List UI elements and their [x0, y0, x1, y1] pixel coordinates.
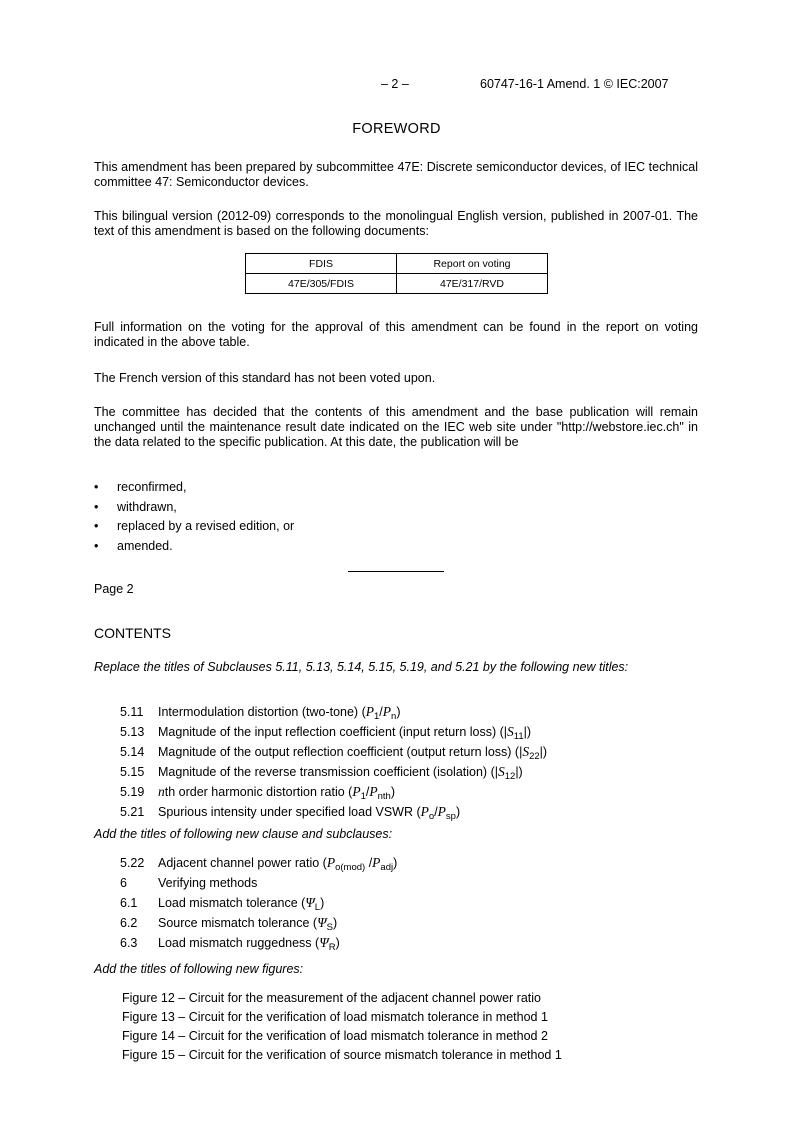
table-row [246, 274, 548, 294]
table-cell: 47E/305/FDIS [246, 274, 397, 294]
foreword-paragraph-5: The committee has decided that the contents of this amendment and the base publication will remain unchanged until the maintenance result date indicated on the IEC web site under "http://webstore.iec.ch" in the data related to the specific publication. At this date, the publication will be [94, 405, 698, 449]
list-item: 5.22 Adjacent channel power ratio ($P_{o(mod)}$ $/P_{adj}$) [120, 855, 398, 873]
list-item: 5.21 Spurious intensity under specified load VSWR $(P_o/P_{sp})$ [120, 804, 461, 822]
contents-heading: CONTENTS [94, 625, 171, 641]
list-item: Figure 13 – Circuit for the verification of load mismatch tolerance in method 1 [122, 1010, 548, 1024]
list-item: 6 Verifying methods [120, 876, 258, 890]
bullet-icon: • [94, 499, 99, 514]
foreword-paragraph-1: This amendment has been prepared by subcommittee 47E: Discrete semiconductor devices, of IEC technical committee 47: Semiconductor devices. [94, 160, 698, 189]
foreword-paragraph-4: The French version of this standard has not been voted upon. [94, 371, 436, 385]
page-number: – 2 – [381, 77, 409, 91]
instruction-replace: Replace the titles of Subclauses 5.11, 5.13, 5.14, 5.15, 5.19, and 5.21 by the following new titles: [94, 660, 629, 674]
list-item: 6.1 Load mismatch tolerance $(\Psi_L)$ [120, 895, 325, 913]
voting-documents-table [245, 253, 548, 294]
bullet-icon: • [94, 538, 99, 553]
list-item: Figure 12 – Circuit for the measurement of the adjacent channel power ratio [122, 991, 541, 1005]
document-reference: 60747-16-1 Amend. 1 © IEC:2007 [480, 77, 669, 91]
list-item: 5.13 Magnitude of the input reflection coefficient (input return loss) $(|S_{11}|)$ [120, 724, 532, 742]
list-item: • withdrawn, [94, 499, 177, 514]
figures-list [122, 991, 562, 1067]
instruction-add-figures: Add the titles of following new figures: [94, 962, 304, 976]
foreword-title: FOREWORD [352, 121, 441, 137]
table-cell: 47E/317/RVD [397, 274, 548, 294]
list-item: • replaced by a revised edition, or [94, 519, 295, 533]
table-header-row [246, 254, 548, 274]
section-divider [348, 571, 444, 572]
list-item: 5.11 Intermodulation distortion (two-tone) $(P_1/P_n)$ [120, 704, 401, 722]
publication-options-list [94, 480, 294, 558]
bullet-icon: • [94, 519, 99, 533]
foreword-paragraph-2: This bilingual version (2012-09) corresponds to the monolingual English version, published in 2007-01. The text of this amendment is based on the following documents: [94, 209, 698, 238]
page-reference: Page 2 [94, 582, 134, 596]
foreword-paragraph-3: Full information on the voting for the approval of this amendment can be found in the report on voting indicated in the above table. [94, 320, 698, 349]
list-item: • amended. [94, 538, 173, 553]
bullet-icon: • [94, 480, 99, 494]
list-item: 5.19 nth order harmonic distortion ratio $(P_1/P_{nth})$ [120, 784, 396, 802]
list-item: • reconfirmed, [94, 480, 187, 494]
table-header-cell: Report on voting [397, 254, 548, 274]
list-item: 6.3 Load mismatch ruggedness $(\Psi_R)$ [120, 935, 340, 953]
table-header-cell: FDIS [246, 254, 397, 274]
list-item: Figure 14 – Circuit for the verification of load mismatch tolerance in method 2 [122, 1029, 548, 1043]
list-item: Figure 15 – Circuit for the verification of source mismatch tolerance in method 1 [122, 1048, 562, 1062]
list-item: 6.2 Source mismatch tolerance $(\Psi_S)$ [120, 915, 338, 933]
list-item: 5.14 Magnitude of the output reflection coefficient (output return loss) $(|S_{22}|)$ [120, 744, 548, 762]
replaced-titles-list [120, 705, 547, 825]
instruction-add-clauses: Add the titles of following new clause and subclauses: [94, 827, 393, 841]
list-item: 5.15 Magnitude of the reverse transmission coefficient (isolation) $(|S_{12}|)$ [120, 764, 523, 782]
added-titles-list [120, 856, 397, 956]
